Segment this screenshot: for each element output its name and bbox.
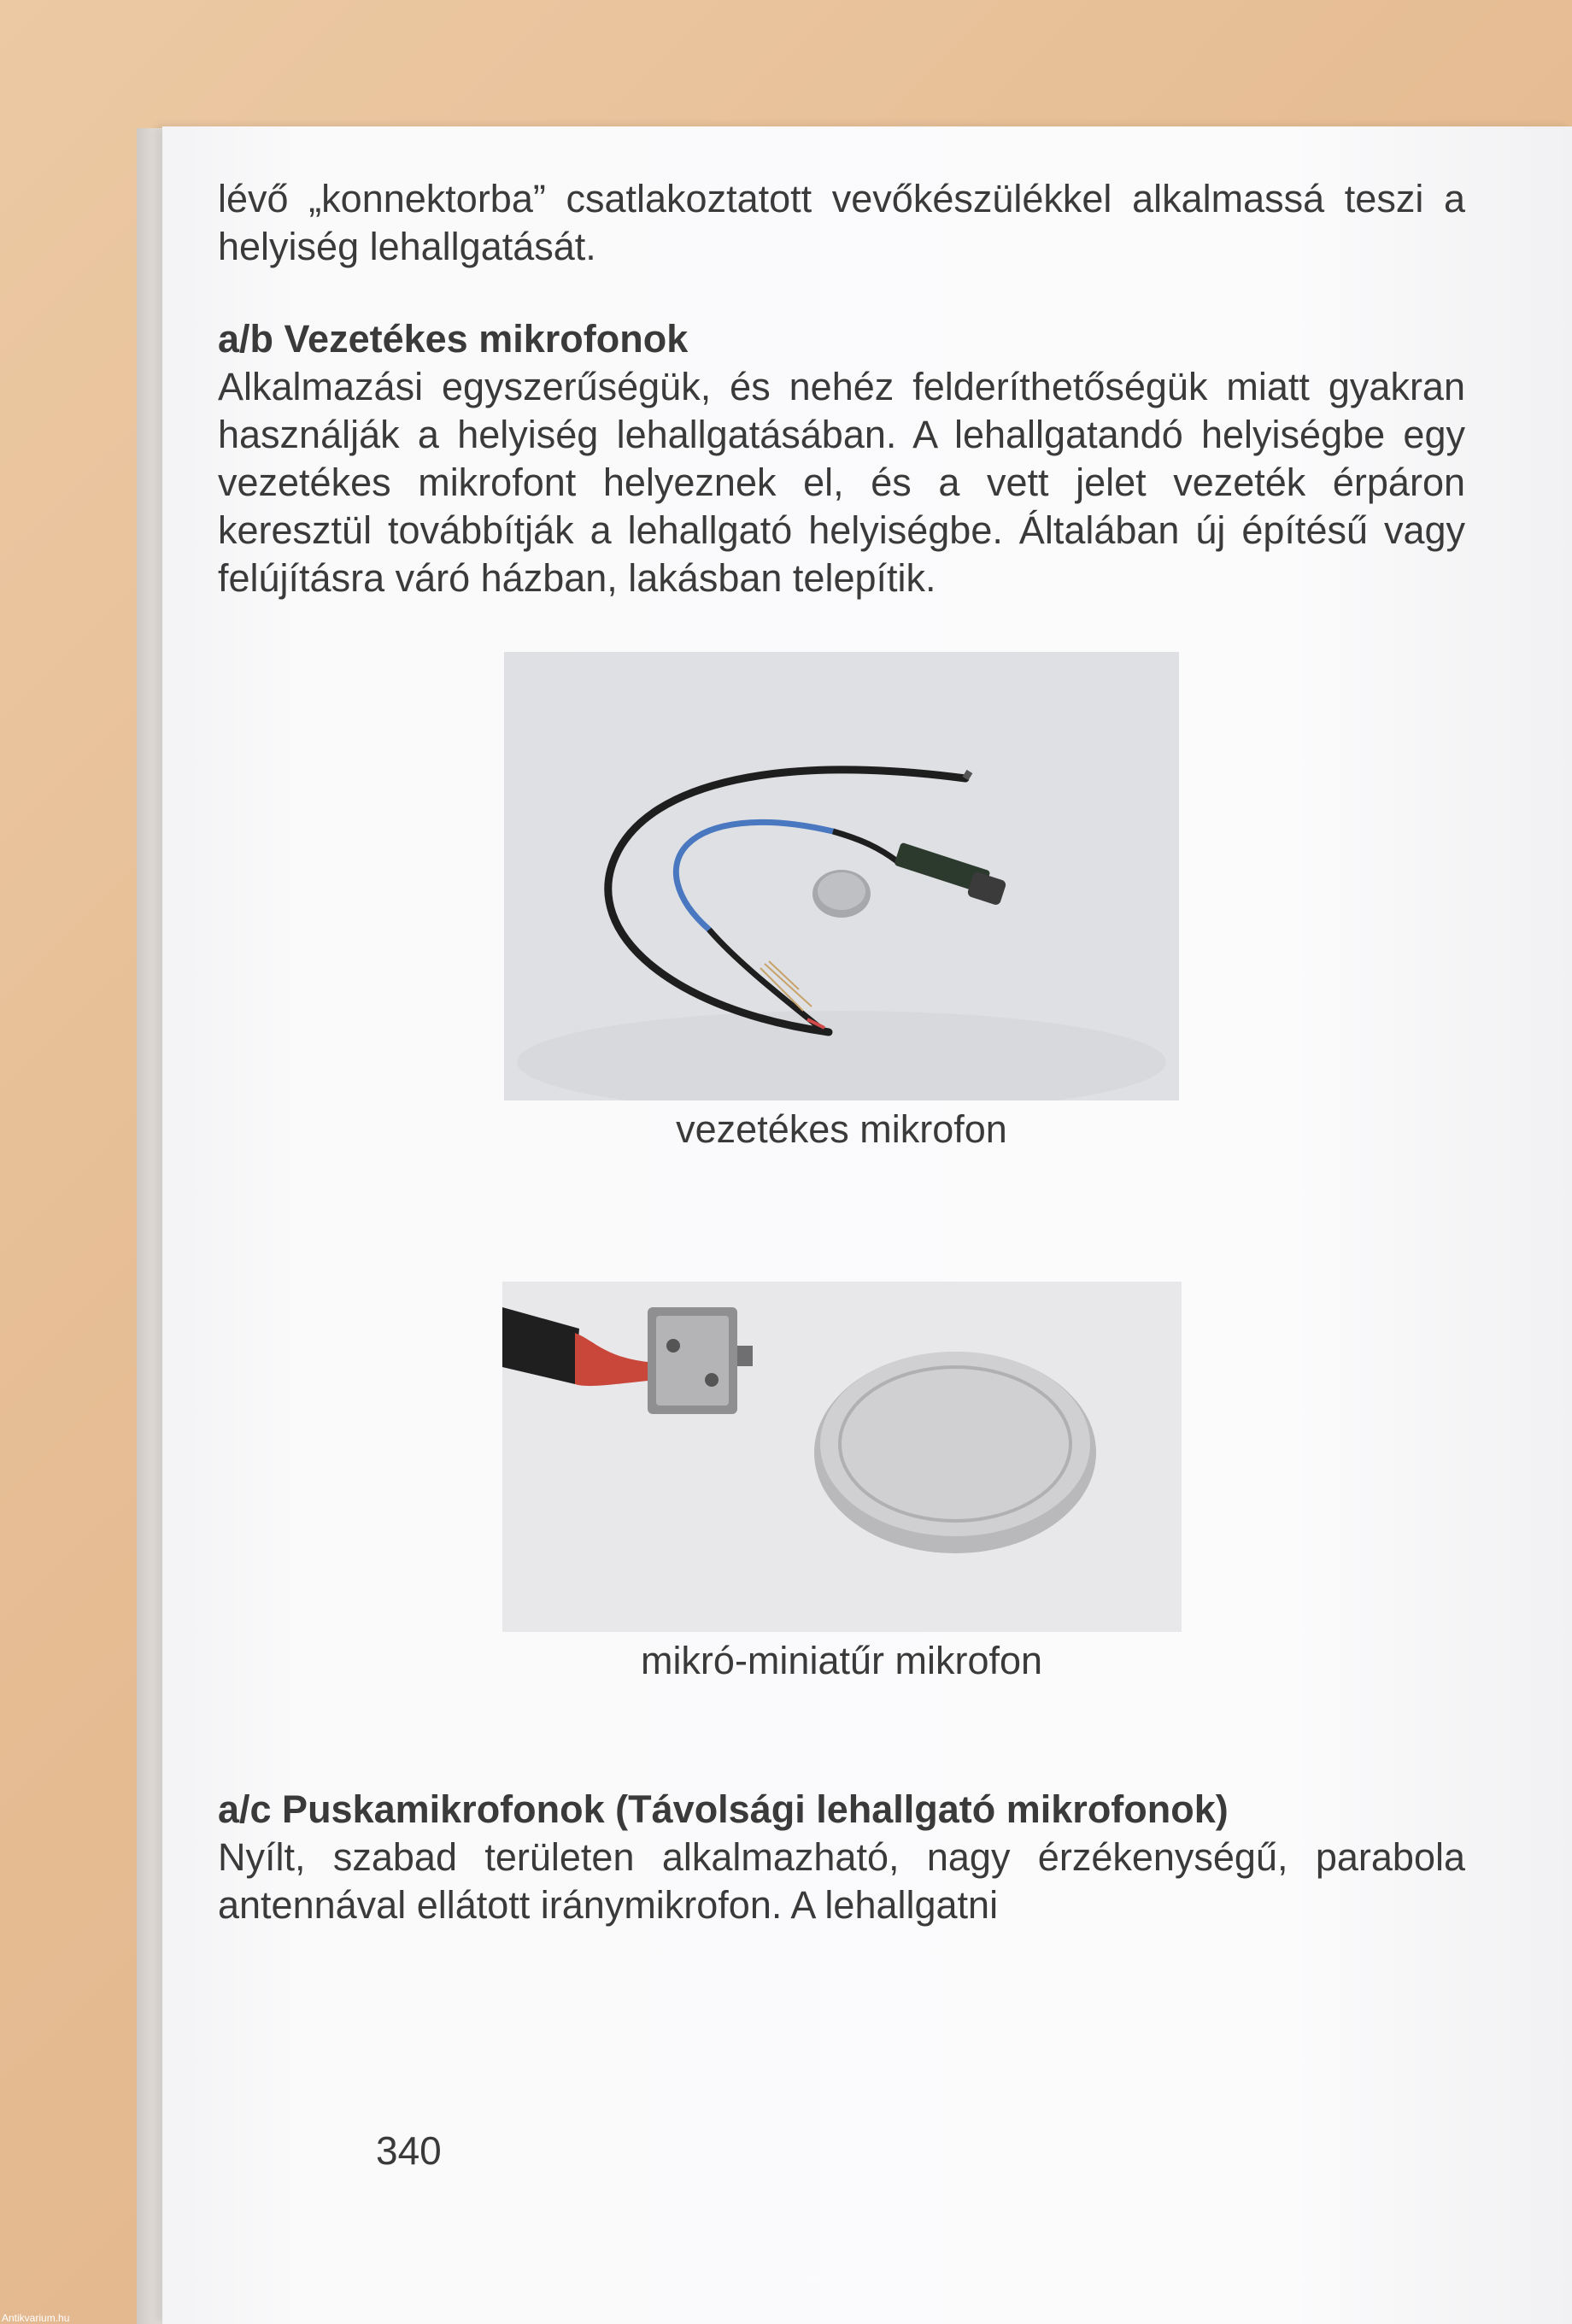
page-number: 340 [376,2128,442,2173]
intro-paragraph: lévő „konnektorba” csatlakoztatott vevőkészülékkel alkalmassá teszi a helyiség lehallgatását. [218,177,1465,268]
section-body-ab: Alkalmazási egyszerűségük, és nehéz felderíthetőségük miatt gyakran használják a helyiség lehallgatásában. A lehallgatandó helyiségbe egy vezetékes mikrofont helyeznek el, és a vett jelet vezeték érpáron keresztül továbbítják a lehallgató helyiségbe. Általában új építésű vagy felújításra váró házban, lakásban telepítik. [218,365,1465,600]
figure-micro-miniature-microphone [218,1282,1465,1685]
section-body-ac: Nyílt, szabad területen alkalmazható, nagy érzékenységű, parabola antennával ellátott iránymikrofon. A lehallgatni [218,1835,1465,1927]
figure-caption-wired: vezetékes mikrofon [676,1107,1007,1151]
section-heading-ac: a/c Puskamikrofonok (Távolsági lehallgató mikrofonok) [218,1787,1229,1831]
wired-microphone-photo [504,652,1179,1100]
watermark: Antikvarium.hu [2,2312,70,2324]
page-content [218,175,1465,1929]
section-heading-ab: a/b Vezetékes mikrofonok [218,317,689,361]
figure-caption-micro: mikró-miniatűr mikrofon [640,1639,1043,1682]
micro-microphone-photo [502,1282,1182,1632]
figure-wired-microphone [218,652,1465,1153]
